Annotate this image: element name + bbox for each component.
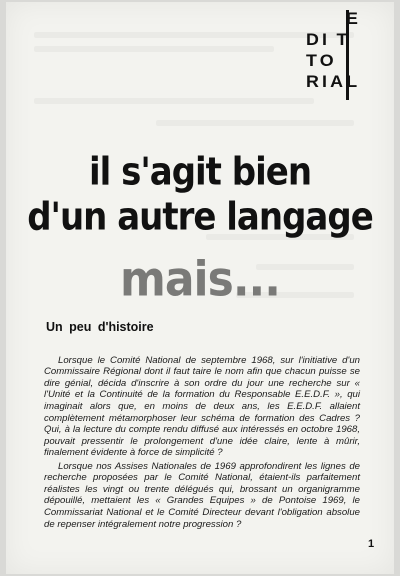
section-title: Un peu d'histoire — [46, 320, 154, 334]
editorial-block — [306, 10, 394, 102]
headline-line-1: il s'agit bien — [88, 149, 312, 195]
page-number: 1 — [368, 538, 375, 550]
editorial-letters-rial: RIAL — [306, 72, 361, 91]
editorial-letter-e: E — [346, 9, 362, 28]
editorial-letters-dit: DI T — [306, 30, 351, 49]
headline-line-2: d'un autre langage — [27, 194, 373, 240]
editorial-letters-o: TO — [306, 51, 337, 70]
paragraph-2: Lorsque nos Assises Nationales de 1969 approfondirent les lignes de recherche proposées par le Comité National, étaient-ils parfaitement réalistes les vingt ou trente délégués qui, brossant un organigramme dépouillé, mettaient les « Grandes Equipes » de Pontoise 1969, le Commissariat National et le Comité Directeur devant l'obligation absolue de repenser intégralement notre progression ? — [44, 460, 360, 530]
paragraph-1: Lorsque le Comité National de septembre 1968, sur l'initiative d'un Commissaire Régional dont il faut taire le nom afin que chacun puisse se dire génial, décida d'inscrire à son ordre du jour une recherche sur « l'Unité et la Continuité de la formation du Responsable E.E.D.F. », qui imaginait alors que, en moins de deux ans, les E.E.D.F. allaient complètement métamorphoser leur schéma de formation des Cadres ? Qui, à la lecture du compte rendu diffusé aux intéressés en octobre 1968, pouvait pressentir le prolongement d'une idée claire, lente à mûrir, finalement évidente à force de simplicité ? — [44, 354, 360, 459]
magazine-page — [6, 2, 394, 574]
headline-line-3: mais... — [120, 251, 280, 308]
